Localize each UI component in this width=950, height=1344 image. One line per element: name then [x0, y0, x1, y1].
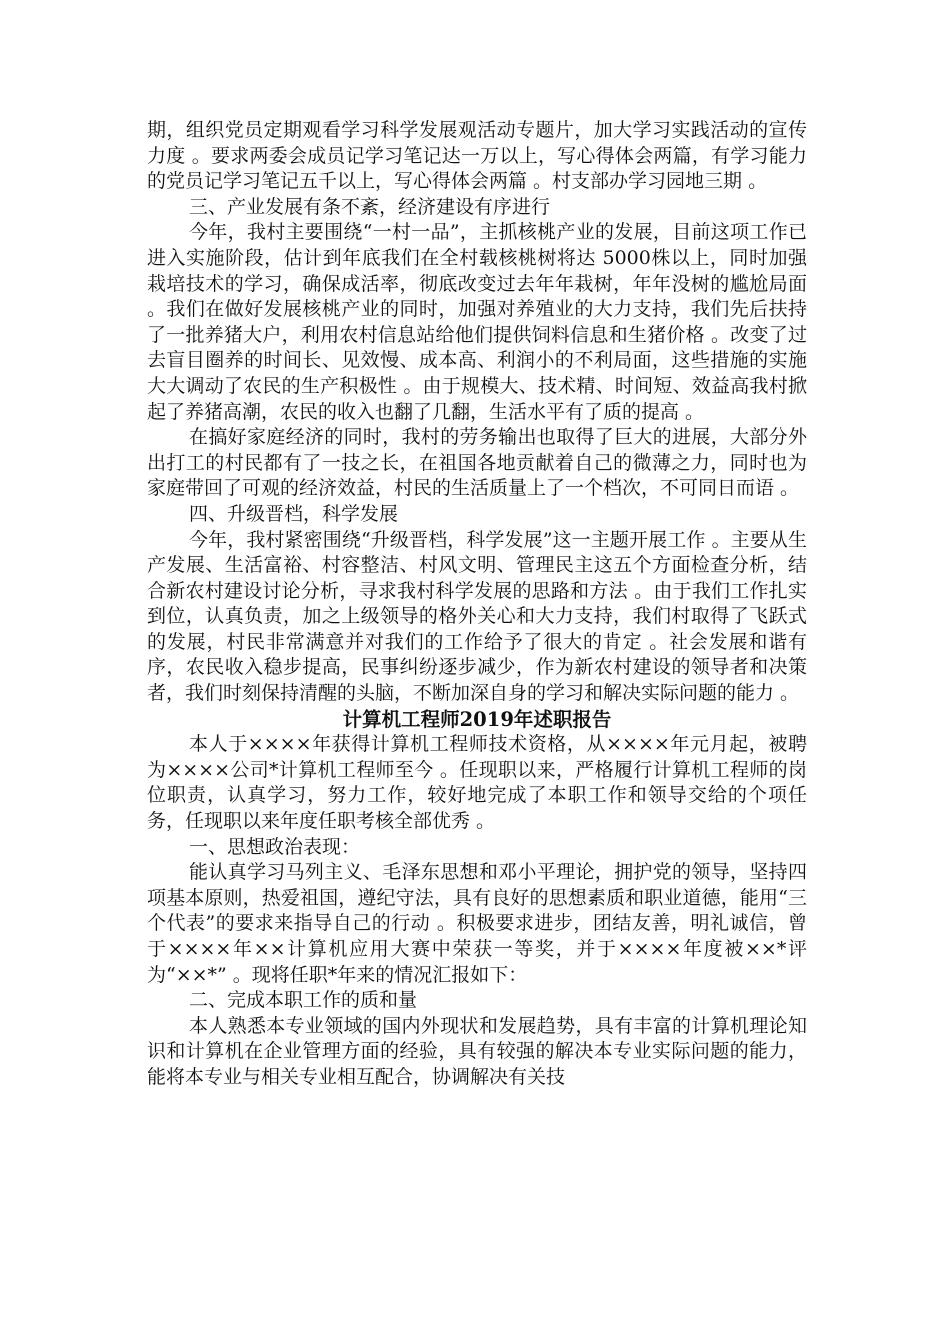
section-heading: 二、完成本职工作的质和量 [189, 989, 418, 1012]
section-heading: 四、升级晋档，科学发展 [189, 502, 399, 525]
report-title: 计算机工程师2019年述职报告 [342, 707, 612, 731]
paragraph: 本人熟悉本专业领域的国内外现状和发展趋势，具有丰富的计算机理论知识和计算机在企业管理方面的经验，具有较强的解决本专业实际问题的能力，能将本专业与相关专业相互配合，协调解决有关技 [147, 1014, 807, 1088]
paragraph: 能认真学习马列主义、毛泽东思想和邓小平理论，拥护党的领导，坚持四项基本原则，热爱祖国，遵纪守法，具有良好的思想素质和职业道德，能用“三个代表”的要求来指导自己的行动 。积极要求进步，团结友善，明礼诚信，曾于××××年××计算机应用大赛中荣获一等奖，并于××××年度被××*评为“××*” 。现将任职*年来的情况汇报如下： [147, 861, 807, 986]
paragraph: 今年，我村主要围绕“一村一品”，主抓核桃产业的发展，目前这项工作已进入实施阶段，估计到年底我们在全村载核桃树将达 5000株以上，同时加强栽培技术的学习，确保成活率，彻底改变过去年年栽树，年年没树的尴尬局面 。我们在做好发展核桃产业的同时，加强对养殖业的大力支持，我们先后扶持了一批养猪大户，利用农村信息站给他们提供饲料信息和生猪价格 。改变了过去盲目圈养的时间长、见效慢、成本高、利润小的不利局面，这些措施的实施大大调动了农民的生产积极性 。由于规模大、技术精、时间短、效益高我村掀起了养猪高潮，农民的收入也翻了几翻，生活水平有了质的提高 。 [147, 221, 807, 423]
section-heading: 一、思想政治表现： [189, 835, 361, 858]
paragraph: 在搞好家庭经济的同时，我村的劳务输出也取得了巨大的进展，大部分外出打工的村民都有了一技之长，在祖国各地贡献着自己的微薄之力，同时也为家庭带回了可观的经济效益，村民的生活质量上了一个档次，不可同日而语 。 [147, 426, 807, 500]
document-page [147, 118, 807, 1091]
paragraph: 期，组织党员定期观看学习科学发展观活动专题片，加大学习实践活动的宣传力度 。要求两委会成员记学习笔记达一万以上，写心得体会两篇，有学习能力的党员记学习笔记五千以上，写心得体会两篇 。村支部办学习园地三期 。 [147, 119, 807, 193]
paragraph: 今年，我村紧密围绕“升级晋档，科学发展”这一主题开展工作 。主要从生产发展、生活富裕、村容整洁、村风文明、管理民主这五个方面检查分析，结合新农村建设讨论分析，寻求我村科学发展的思路和方法 。由于我们工作扎实到位，认真负责，加之上级领导的格外关心和大力支持，我们村取得了飞跃式的发展，村民非常满意并对我们的工作给予了很大的肯定 。社会发展和谐有序，农民收入稳步提高，民事纠纷逐步减少，作为新农村建设的领导者和决策者，我们时刻保持清醒的头脑，不断加深自身的学习和解决实际问题的能力 。 [147, 528, 807, 705]
section-heading: 三、产业发展有条不紊，经济建设有序进行 [189, 195, 551, 218]
paragraph: 本人于××××年获得计算机工程师技术资格，从××××年元月起，被聘为××××公司*计算机工程师至今 。任现职以来，严格履行计算机工程师的岗位职责，认真学习，努力工作，较好地完成了本职工作和领导交给的个项任务，任现职以来年度任职考核全部优秀 。 [147, 733, 807, 833]
